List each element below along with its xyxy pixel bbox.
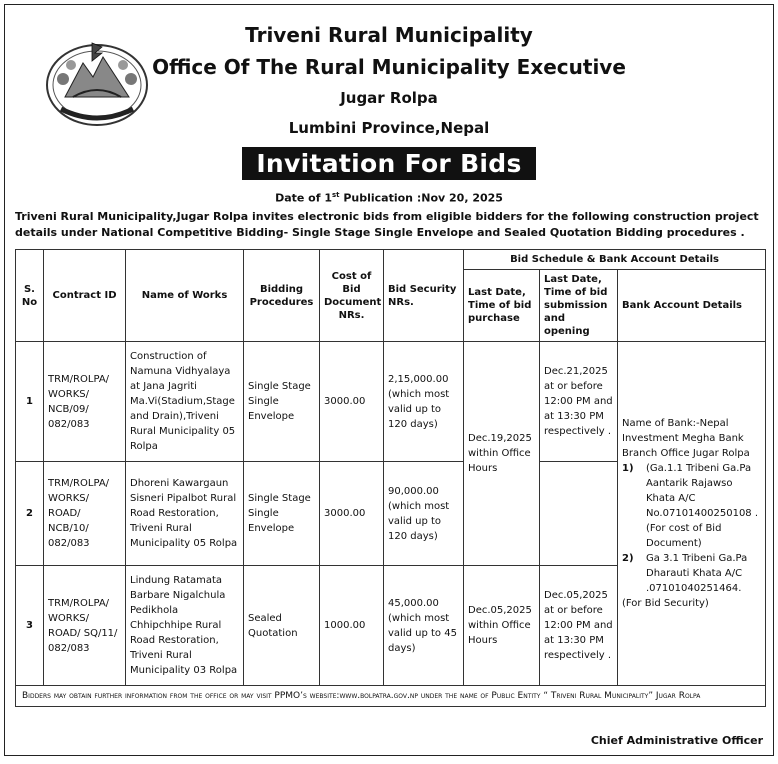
header-bank-details: Bank Account Details: [618, 270, 766, 342]
publication-date: Date of 1st Publication :Nov 20, 2025: [275, 191, 503, 205]
header-bid-security: Bid Security NRs.: [384, 250, 464, 342]
invitation-banner: Invitation For Bids: [242, 147, 535, 180]
purchase-date-row-3: Dec.05,2025 within Office Hours: [464, 566, 540, 686]
table-row: 3 TRM/ROLPA/ WORKS/ ROAD/ SQ/11/ 082/083 Lindung Ratamata Barbare Nigalchula Pedikhola Chhipchhipe Rural Road Restoration, Triveni Rural Municipality 03 Rolpa Sealed Quotation 1000.00 45,000.00 (which most valid up to 45 days) Dec.05,2025 within Office Hours Dec.05,2025 at or before 12:00 PM and at 13:30 PM respectively .: [16, 566, 766, 686]
table-row: 1 TRM/ROLPA/ WORKS/ NCB/09/ 082/083 Construction of Namuna Vidhyalaya at Jana Jagriti Ma.Vi(Stadium,Stage and Drain),Triveni Rural Municipality 05 Rolpa Single Stage Single Envelope 3000.00 2,15,000.00 (which most valid up to 120 days) Dec.19,2025 within Office Hours Dec.21,2025 at or before 12:00 PM and at 13:30 PM respectively . Name of Bank:-Nepal Investment Megha Bank Branch Office Jugar Rolpa 1) (Ga.1.1 Tribeni Ga.Pa Aantarik Rajawso Khata A/C No.07101400250108 .(For cost of Bid Document) 2) Ga 3.1 Tribeni Ga.Pa Dharauti Khata A/C .07101040251464. (For Bid Security): [16, 342, 766, 462]
table-row: 2 TRM/ROLPA/ WORKS/ ROAD/ NCB/10/ 082/083 Dhoreni Kawargaun Sisneri Pipalbot Rural Road Restoration, Triveni Rural Municipality 05 Rolpa Single Stage Single Envelope 3000.00 90,000.00 (which most valid up to 120 days): [16, 462, 766, 566]
bank-account-details: Name of Bank:-Nepal Investment Megha Bank Branch Office Jugar Rolpa 1) (Ga.1.1 Tribeni Ga.Pa Aantarik Rajawso Khata A/C No.07101400250108 .(For cost of Bid Document) 2) Ga 3.1 Tribeni Ga.Pa Dharauti Khata A/C .07101040251464. (For Bid Security): [618, 342, 766, 686]
bid-table: [15, 249, 766, 707]
header-submission-date: Last Date, Time of bid submission and opening: [540, 270, 618, 342]
notice-header: [5, 5, 773, 195]
signoff: Chief Administrative Officer: [590, 734, 763, 747]
header-bid-schedule-group: Bid Schedule & Bank Account Details: [464, 250, 766, 270]
submission-date-row-3: Dec.05,2025 at or before 12:00 PM and at 13:30 PM respectively .: [540, 566, 618, 686]
header-name-of-works: Name of Works: [126, 250, 244, 342]
header-cost: Cost of Bid Document NRs.: [320, 250, 384, 342]
nepal-emblem-logo: [43, 35, 151, 130]
province-line: Lumbini Province,Nepal: [288, 119, 490, 137]
office-name: Office Of The Rural Municipality Executive: [152, 55, 626, 79]
header-sno: S. No: [16, 250, 44, 342]
footnote-info: Bidders may obtain further information from the office or may visit PPMO’s website:www.bolpatra.gov.np under the name of Public Entity “ Triveni Rural Municipality” Jugar Rolpa: [22, 691, 701, 701]
intro-paragraph: Triveni Rural Municipality,Jugar Rolpa invites electronic bids from eligible bidders for the following construction project details under National Competitive Bidding- Single Stage Single Envelope and Sealed Quotation Bidding procedures .: [15, 210, 759, 239]
location-line: Jugar Rolpa: [340, 89, 438, 107]
header-bidding-procedures: Bidding Procedures: [244, 250, 320, 342]
header-purchase-date: Last Date, Time of bid purchase: [464, 270, 540, 342]
submission-date-rows-1-2: Dec.21,2025 at or before 12:00 PM and at 13:30 PM respectively .: [540, 342, 618, 462]
notice-page: [4, 4, 774, 756]
purchase-date-rows-1-2: Dec.19,2025 within Office Hours: [464, 342, 540, 566]
header-contract-id: Contract ID: [44, 250, 126, 342]
municipality-name: Triveni Rural Municipality: [245, 23, 533, 47]
